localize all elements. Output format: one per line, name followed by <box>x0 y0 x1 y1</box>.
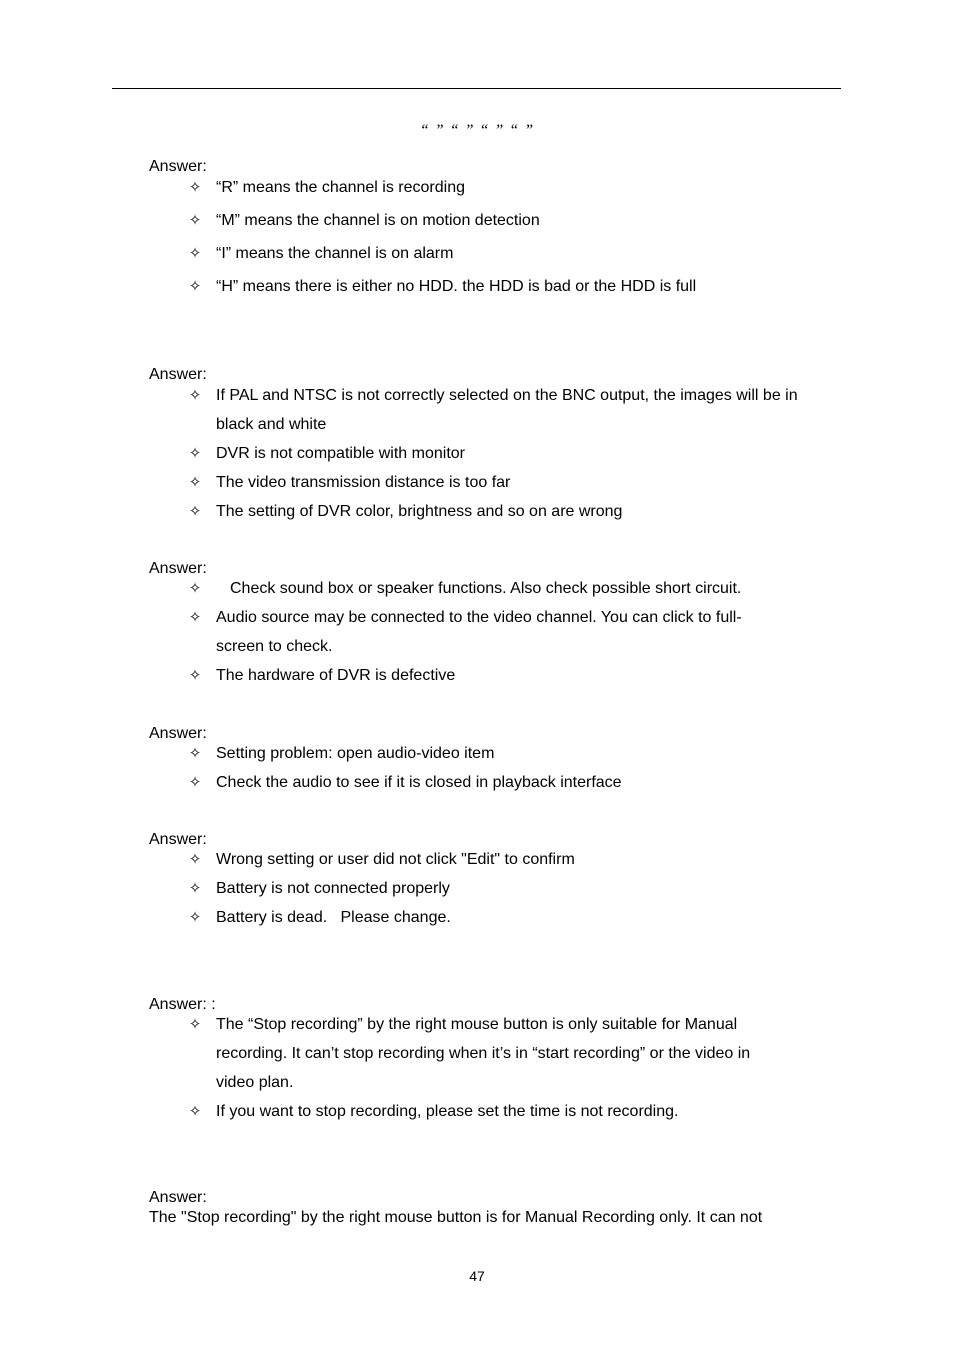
list-item: ✧ “H” means there is either no HDD. the HDD is bad or the HDD is full <box>186 272 806 301</box>
bullet-icon: ✧ <box>188 1015 202 1033</box>
list-item: ✧ Battery is dead. Please change. <box>186 903 806 932</box>
list-item: ✧ Wrong setting or user did not click "Edit" to confirm <box>186 845 806 874</box>
list-item: ✧ The setting of DVR color, brightness and so on are wrong <box>186 497 806 526</box>
list-item: ✧ Check the audio to see if it is closed in playback interface <box>186 768 806 797</box>
header-rule <box>112 88 841 89</box>
bullet-icon: ✧ <box>188 666 202 684</box>
list-item: ✧ Battery is not connected properly <box>186 874 806 903</box>
answer-label: Answer: <box>149 560 207 577</box>
list-item: ✧ Audio source may be connected to the video channel. You can click to full-screen to check. <box>186 603 806 661</box>
bullet-icon: ✧ <box>188 908 202 926</box>
list-item: ✧ The hardware of DVR is defective <box>186 661 806 690</box>
bullet-icon: ✧ <box>188 744 202 762</box>
bullet-icon: ✧ <box>188 879 202 897</box>
list-item: ✧ If PAL and NTSC is not correctly selected on the BNC output, the images will be in black and white <box>186 381 806 439</box>
list-item: ✧ DVR is not compatible with monitor <box>186 439 806 468</box>
answer-label: Answer: <box>149 366 207 383</box>
bullet-icon: ✧ <box>188 444 202 462</box>
list-item: ✧ Setting problem: open audio-video item <box>186 739 806 768</box>
list-item: ✧ Check sound box or speaker functions. Also check possible short circuit. <box>186 574 806 603</box>
list-item: ✧ “I” means the channel is on alarm <box>186 239 806 268</box>
bullet-icon: ✧ <box>188 178 202 196</box>
bullet-icon: ✧ <box>188 244 202 262</box>
bullet-icon: ✧ <box>188 211 202 229</box>
final-paragraph: The "Stop recording" by the right mouse button is for Manual Recording only. It can not <box>149 1209 763 1226</box>
bullet-icon: ✧ <box>188 608 202 626</box>
answer-label: Answer: <box>149 1189 207 1206</box>
answer-label: Answer: <box>149 725 207 742</box>
list-item: ✧ If you want to stop recording, please set the time is not recording. <box>186 1097 806 1126</box>
bullet-icon: ✧ <box>188 277 202 295</box>
bullet-icon: ✧ <box>188 473 202 491</box>
bullet-icon: ✧ <box>188 502 202 520</box>
answer-label: Answer: <box>149 831 207 848</box>
header-quote-marks: “ ” “ ” “ ” “ ” <box>419 122 535 139</box>
bullet-icon: ✧ <box>188 773 202 791</box>
list-item: ✧ “M” means the channel is on motion detection <box>186 206 806 235</box>
list-item: ✧ The video transmission distance is too far <box>186 468 806 497</box>
bullet-icon: ✧ <box>188 1102 202 1120</box>
answer-label: Answer: : <box>149 996 216 1013</box>
bullet-icon: ✧ <box>188 850 202 868</box>
page-number: 47 <box>469 1268 485 1284</box>
list-item: ✧ The “Stop recording” by the right mouse button is only suitable for Manual recording. It can’t stop recording when it’s in “start recording” or the video in video plan. <box>186 1010 806 1097</box>
answer-label: Answer: <box>149 158 207 175</box>
list-item: ✧ “R” means the channel is recording <box>186 173 806 202</box>
bullet-icon: ✧ <box>188 579 202 597</box>
bullet-icon: ✧ <box>188 386 202 404</box>
